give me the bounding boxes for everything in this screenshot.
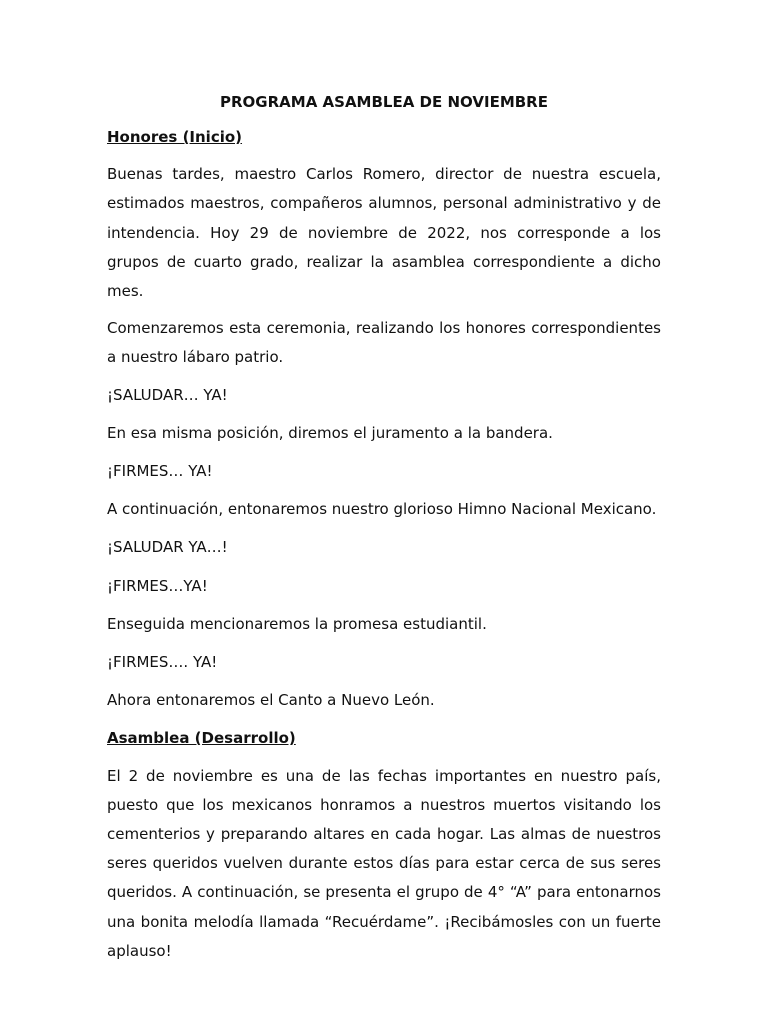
paragraph-greeting: Buenas tardes, maestro Carlos Romero, director de nuestra escuela, estimados maestros, compañeros alumnos, personal administrativo y de intendencia. Hoy 29 de noviembre de 2022, nos corresponde a los grupos de cuarto grado, realizar la asamblea correspondiente a dicho mes. [107,165,661,301]
paragraph-ceremony-intro: Comenzaremos esta ceremonia, realizando los honores correspondientes a nuestro lábaro patrio. [107,319,661,367]
command-saludar-2: ¡SALUDAR YA…! [107,538,228,557]
document-title: PROGRAMA ASAMBLEA DE NOVIEMBRE [220,93,548,111]
command-firmes-1: ¡FIRMES… YA! [107,462,213,481]
command-firmes-2: ¡FIRMES…YA! [107,576,208,595]
line-canto: Ahora entonaremos el Canto a Nuevo León. [107,691,435,710]
command-firmes-3: ¡FIRMES…. YA! [107,653,218,672]
command-saludar-1: ¡SALUDAR… YA! [107,385,228,404]
paragraph-dia-de-muertos: El 2 de noviembre es una de las fechas importantes en nuestro país, puesto que los mexicanos honramos a nuestros muertos visitando los cementerios y preparando altares en cada hogar. Las almas de nuestros seres queridos vuelven durante estos días para estar cerca de sus seres queridos. A continuación, se presenta el grupo de 4° “A” para entonarnos una bonita melodía llamada “Recuérdame”. ¡Recibámosles con un fuerte aplauso! [107,766,661,960]
line-juramento: En esa misma posición, diremos el juramento a la bandera. [107,423,553,442]
section-heading-asamblea: Asamblea (Desarrollo) [107,729,296,748]
line-himno: A continuación, entonaremos nuestro glorioso Himno Nacional Mexicano. [107,500,657,519]
section-heading-honores: Honores (Inicio) [107,128,243,146]
line-promesa: Enseguida mencionaremos la promesa estudiantil. [107,614,487,633]
document-body [107,92,661,974]
